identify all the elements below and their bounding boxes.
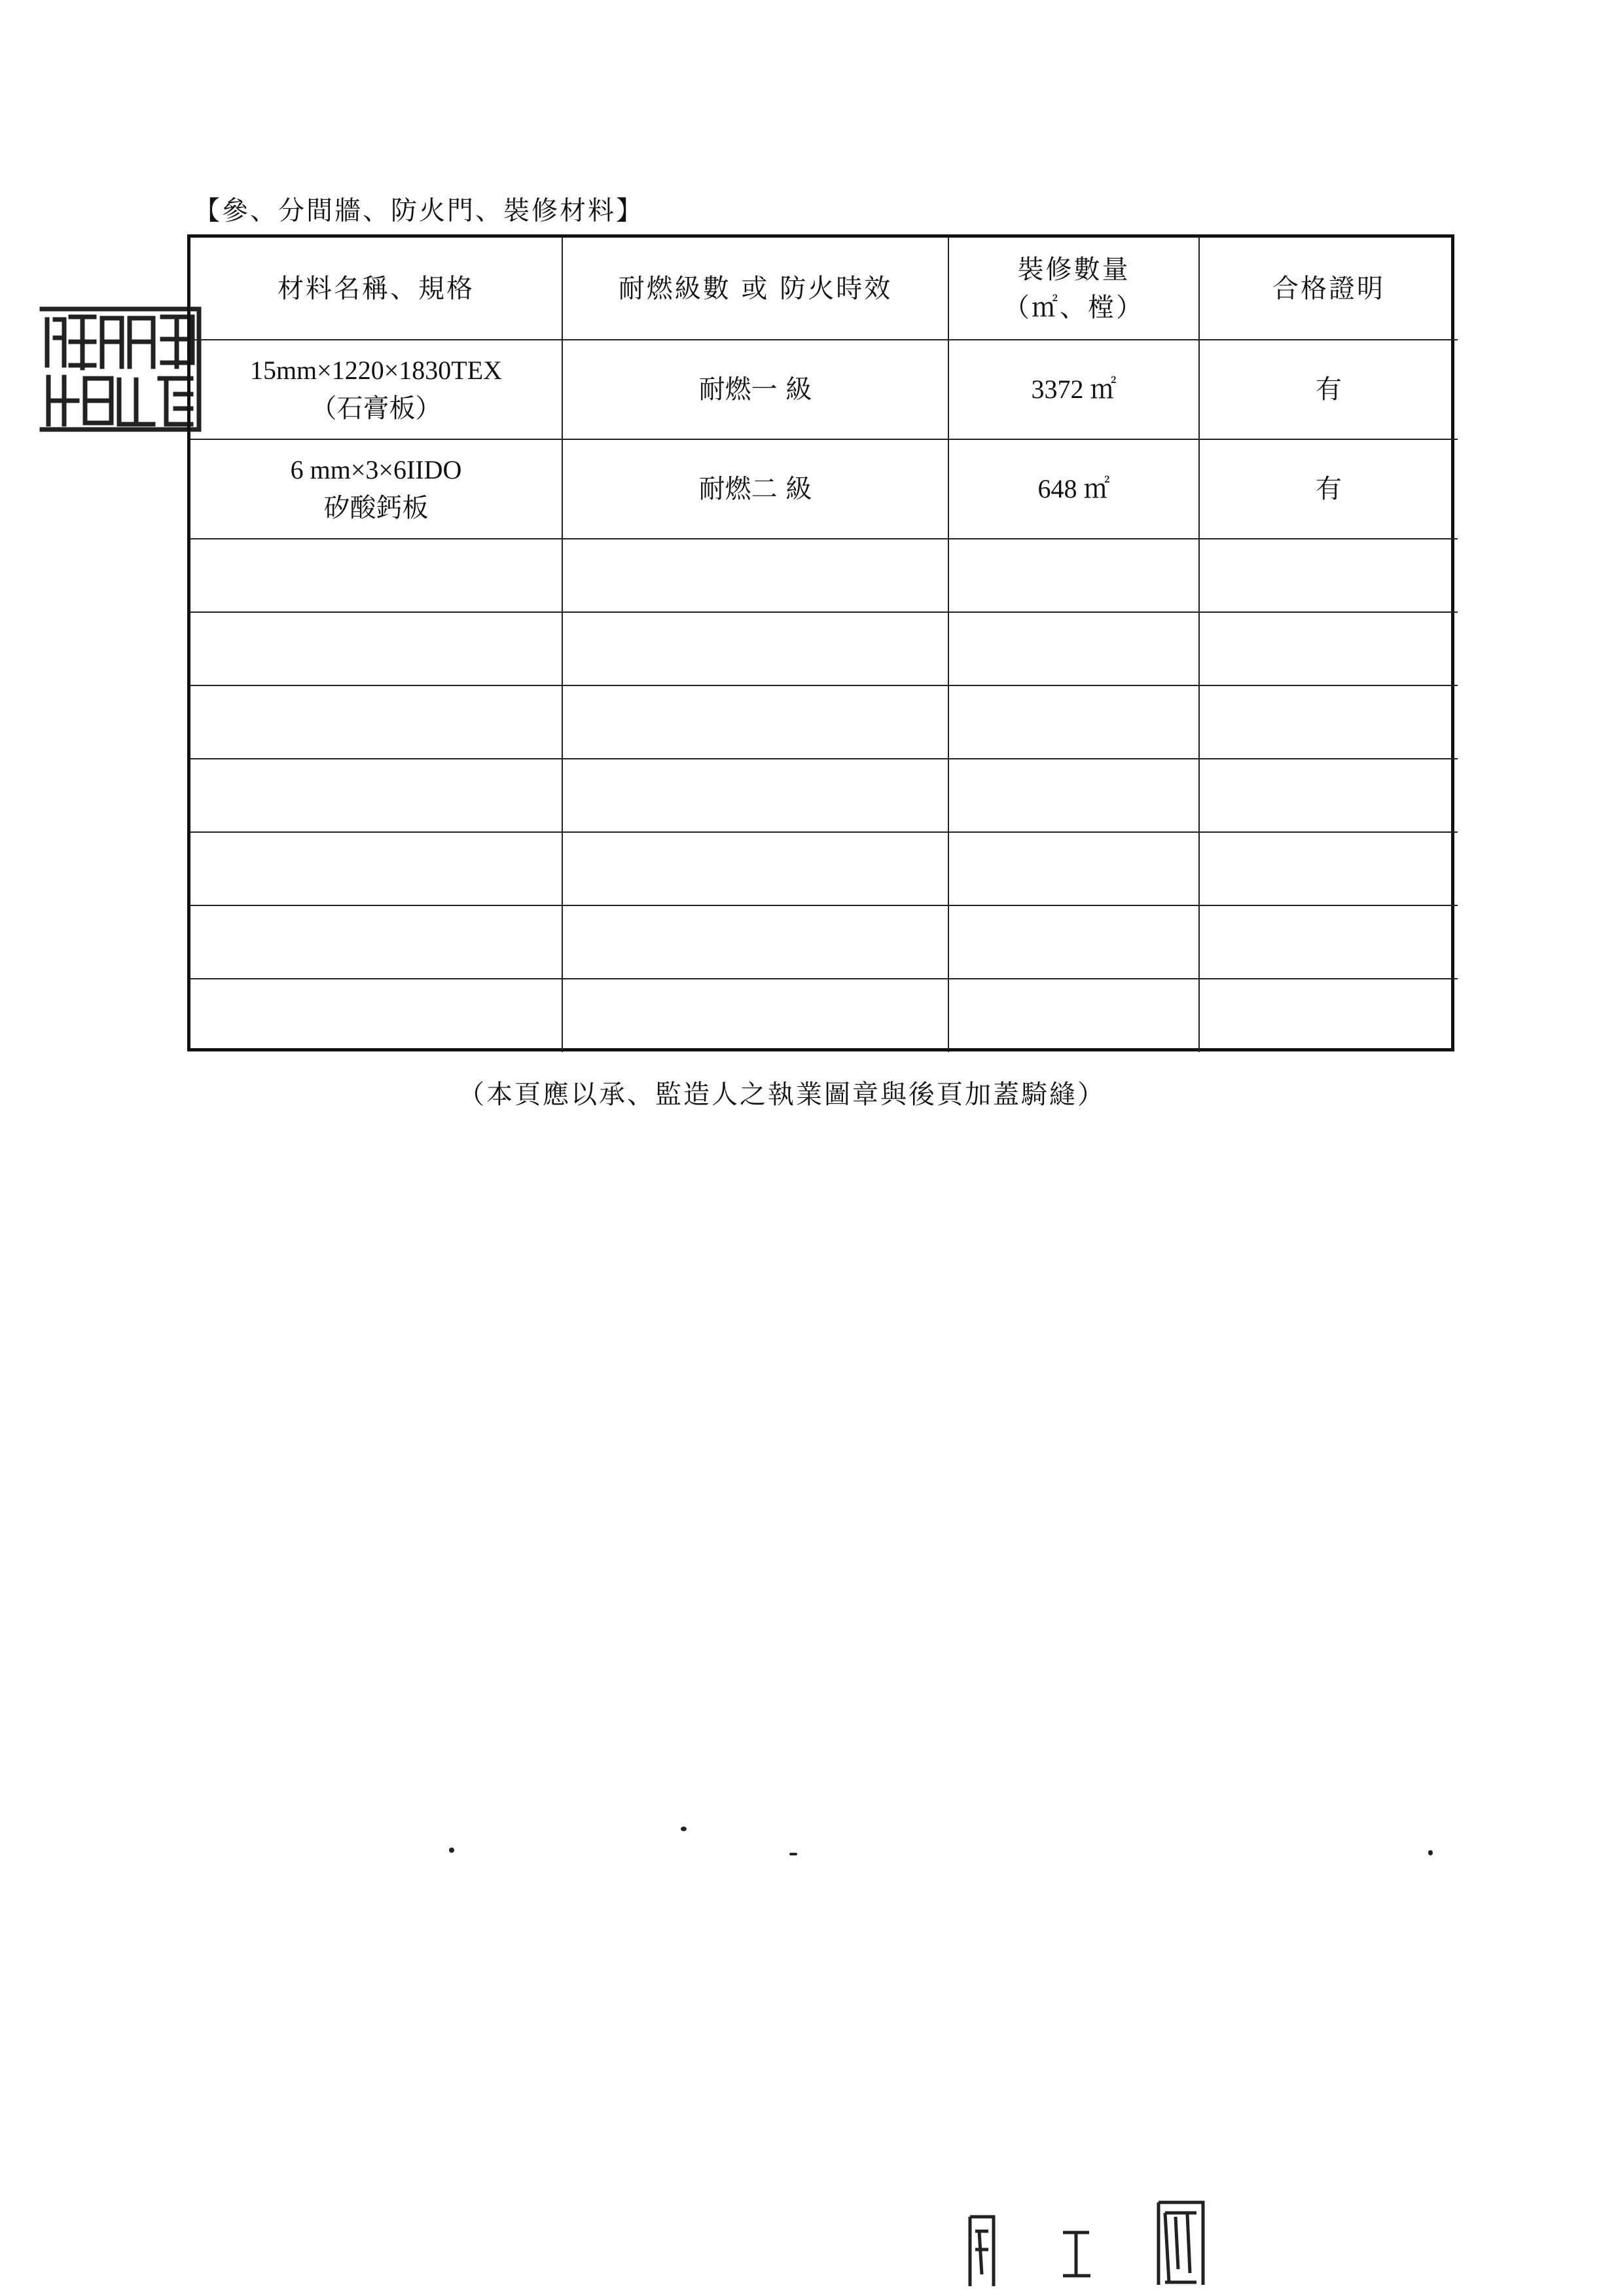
empty-cell [948,539,1199,612]
empty-cell [562,832,948,905]
header-quantity-unit: （㎡、樘） [1003,292,1144,323]
scan-speck [1428,1850,1433,1855]
scan-speck [789,1853,797,1855]
material-spec-cell [190,340,562,439]
fire-rating-cell: 耐燃二 級 [562,439,948,539]
empty-cell [1199,905,1458,979]
empty-cell [562,539,948,612]
quantity-cell: 648 ㎡ [948,439,1199,539]
seal-stamp [38,305,203,433]
empty-cell [190,759,562,832]
header-rating: 耐燃級數 或 防火時效 [562,238,948,340]
empty-cell [562,612,948,685]
empty-cell [1199,759,1458,832]
empty-cell [1199,612,1458,685]
certificate-cell: 有 [1199,439,1458,539]
quantity-cell: 3372 ㎡ [948,340,1199,439]
empty-table-row [190,832,1458,905]
header-quantity [948,238,1199,340]
empty-cell [562,979,948,1052]
empty-table-row [190,685,1458,759]
empty-cell [562,685,948,759]
empty-table-row [190,612,1458,685]
empty-cell [948,612,1199,685]
empty-cell [1199,539,1458,612]
header-certificate: 合格證明 [1199,238,1458,340]
empty-cell [562,759,948,832]
empty-table-row [190,979,1458,1052]
empty-cell [190,539,562,612]
empty-cell [948,832,1199,905]
table-row [190,340,1458,439]
material-spec: 6 mm×3×6IIDO [290,455,462,484]
empty-cell [562,905,948,979]
header-quantity-label: 裝修數量 [1017,254,1130,285]
empty-cell [1199,979,1458,1052]
empty-cell [948,759,1199,832]
certificate-cell: 有 [1199,340,1458,439]
empty-cell [190,979,562,1052]
fire-rating-cell: 耐燃一 級 [562,340,948,439]
empty-cell [1199,832,1458,905]
header-material: 材料名稱、規格 [190,238,562,340]
footer-note: （本頁應以承、監造人之執業圖章與後頁加蓋騎縫） [458,1080,1106,1110]
empty-cell [1199,685,1458,759]
empty-cell [948,905,1199,979]
empty-cell [948,685,1199,759]
empty-table-row [190,905,1458,979]
empty-cell [948,979,1199,1052]
materials-table [190,238,1458,1052]
section-title: 【參、分間牆、防火門、裝修材料】 [194,196,644,226]
materials-table-frame [187,234,1454,1051]
scan-speck [449,1848,454,1853]
material-spec-cell [190,439,562,539]
empty-cell [190,832,562,905]
scan-speck [681,1827,687,1831]
header-row [190,238,1458,340]
empty-cell [190,612,562,685]
table-row [190,439,1458,539]
material-name: 矽酸鈣板 [323,493,429,523]
material-spec: 15mm×1220×1830TEX [249,355,503,385]
empty-table-row [190,539,1458,612]
empty-cell [190,905,562,979]
empty-cell [190,685,562,759]
empty-table-row [190,759,1458,832]
bottom-seal-stamp [965,2197,1208,2289]
material-name: （石膏板） [310,393,442,424]
